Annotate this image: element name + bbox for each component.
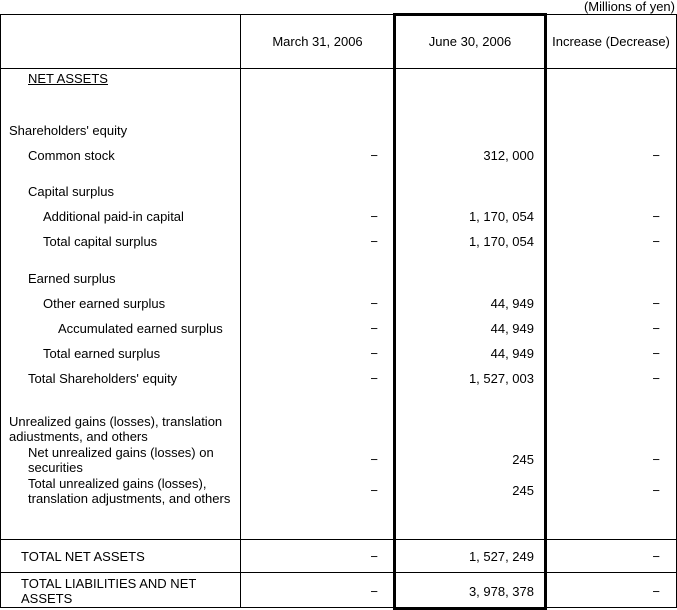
march-value: −	[370, 483, 378, 498]
table-row-net-assets-heading	[1, 71, 676, 86]
table-row-total-shareholders-equity	[1, 371, 676, 386]
table-row-common-stock	[1, 148, 676, 163]
june-value: 1, 527, 249	[468, 548, 534, 564]
increase-value: −	[652, 296, 660, 311]
march-value: −	[370, 371, 378, 386]
label-column-divider	[240, 15, 241, 607]
june-value: 312, 000	[483, 148, 534, 163]
table-row-net-unrealized-gains-securities	[1, 445, 676, 474]
row-label: Additional paid-in capital	[43, 209, 184, 224]
march-value: −	[370, 321, 378, 336]
row-label: Accumulated earned surplus	[58, 321, 223, 336]
row-label: TOTAL LIABILITIES AND NET ASSETS	[21, 576, 197, 606]
table-row-other-earned-surplus	[1, 296, 676, 311]
table-row-total-unrealized-gains	[1, 475, 676, 506]
row-label: Capital surplus	[28, 184, 114, 199]
march-value: −	[370, 583, 378, 599]
table-header-row	[1, 15, 676, 69]
june-value: 44, 949	[490, 296, 534, 311]
header-march-31-2006: March 31, 2006	[272, 34, 363, 49]
row-label: Total Shareholders' equity	[28, 371, 178, 386]
header-increase-decrease: Increase (Decrease)	[552, 34, 670, 49]
june-column-emphasis-border	[393, 13, 547, 610]
march-value: −	[370, 346, 378, 361]
june-value: 1, 527, 003	[468, 371, 534, 386]
row-label	[1, 71, 241, 86]
march-value: −	[370, 209, 378, 224]
net-assets-table	[0, 14, 677, 608]
row-label: Total earned surplus	[43, 346, 161, 361]
row-label: Common stock	[28, 148, 115, 163]
row-label: Unrealized gains (losses), translation adiustments, and others	[9, 414, 223, 444]
table-row-unrealized-gains-heading	[1, 414, 676, 444]
row-label: Total capital surplus	[43, 234, 158, 249]
row-label: Other earned surplus	[43, 296, 166, 311]
june-value: 44, 949	[490, 346, 534, 361]
march-value: −	[370, 148, 378, 163]
march-value: −	[370, 548, 378, 564]
row-label: Net unrealized gains (losses) on securities	[28, 444, 214, 475]
increase-value: −	[652, 209, 660, 224]
table-row-shareholders-equity	[1, 123, 676, 138]
table-row-total-liabilities-and-net-assets	[1, 572, 676, 609]
march-value: −	[370, 296, 378, 311]
net-assets-heading: NET ASSETS	[28, 71, 108, 86]
table-row-earned-surplus	[1, 271, 676, 286]
row-label: Shareholders' equity	[9, 123, 128, 138]
increase-value: −	[652, 321, 660, 336]
table-row-total-capital-surplus	[1, 234, 676, 249]
row-label: Total unrealized gains (losses), translation adjustments, and others	[28, 475, 231, 506]
june-value: 44, 949	[490, 321, 534, 336]
increase-value: −	[652, 234, 660, 249]
june-value: 3, 978, 378	[468, 583, 534, 599]
table-row-capital-surplus	[1, 184, 676, 199]
march-value: −	[370, 234, 378, 249]
june-value: 1, 170, 054	[468, 234, 534, 249]
june-value: 245	[512, 452, 534, 467]
increase-value: −	[652, 548, 660, 564]
march-value: −	[370, 452, 378, 467]
table-row-additional-paid-in-capital	[1, 209, 676, 224]
increase-value: −	[652, 346, 660, 361]
units-note: (Millions of yen)	[583, 0, 675, 14]
increase-value: −	[652, 583, 660, 599]
increase-value: −	[652, 452, 660, 467]
row-label: Earned surplus	[28, 271, 116, 286]
header-june-30-2006: June 30, 2006	[428, 34, 512, 49]
increase-value: −	[652, 148, 660, 163]
table-row-total-earned-surplus	[1, 346, 676, 361]
table-row-accumulated-earned-surplus	[1, 321, 676, 336]
increase-value: −	[652, 483, 660, 498]
increase-value: −	[652, 371, 660, 386]
table-row-total-net-assets	[1, 539, 676, 572]
june-value: 1, 170, 054	[468, 209, 534, 224]
row-label: TOTAL NET ASSETS	[21, 548, 145, 564]
june-value: 245	[512, 483, 534, 498]
